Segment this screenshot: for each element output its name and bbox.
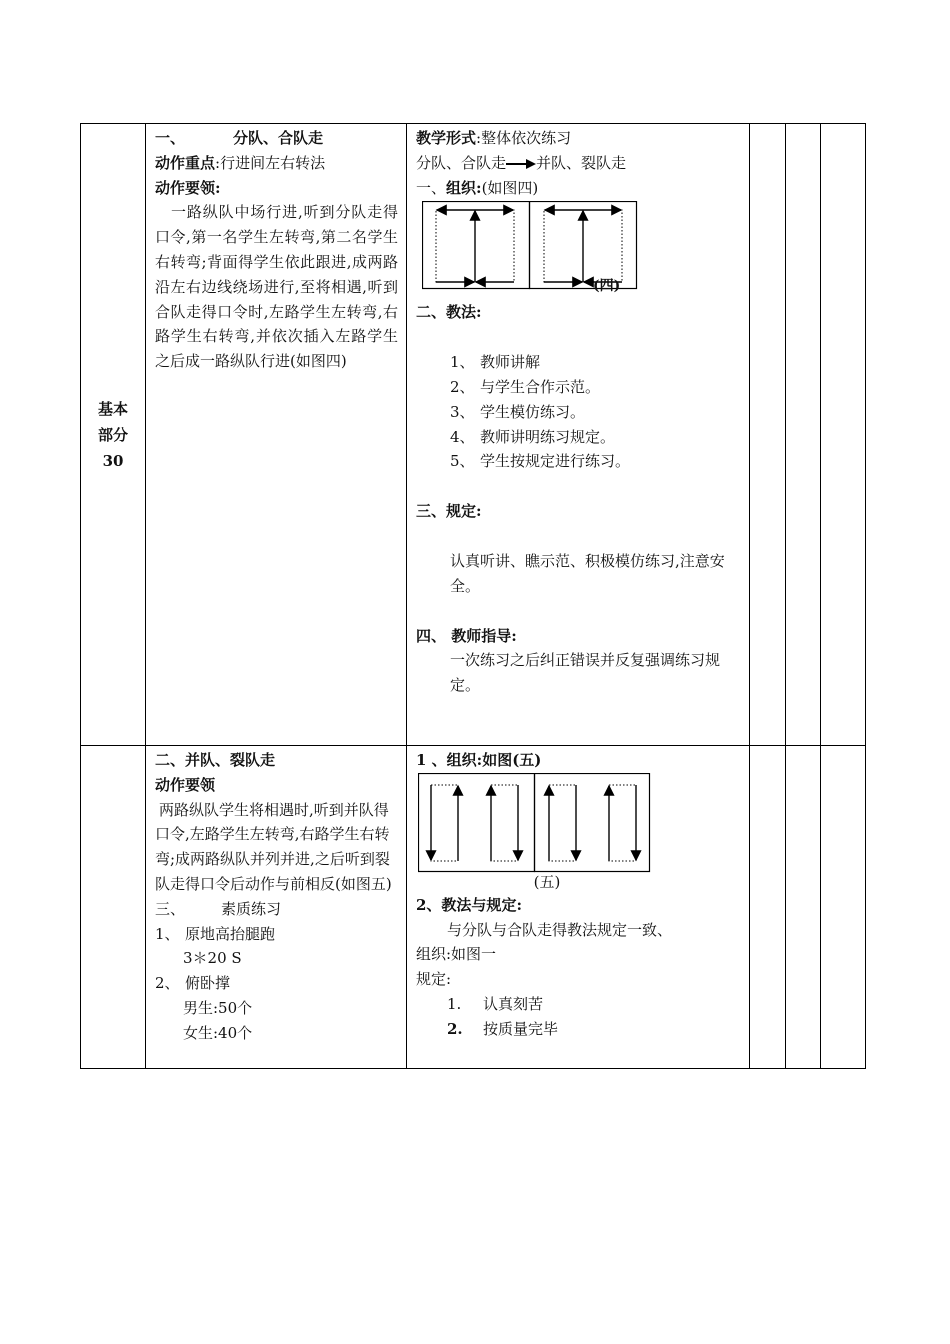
- requirement-label: 动作要领:: [155, 178, 221, 197]
- content-cell: [146, 746, 407, 1069]
- rule-text: 认真听讲、瞧示范、积极模仿练习,注意安全。: [450, 551, 725, 595]
- right-arrow-icon: [506, 158, 536, 170]
- table-row: [81, 746, 866, 1069]
- list-item: 4、 教师讲明练习规定。: [450, 427, 616, 446]
- organization-title: 1 、组织:如图(五): [416, 751, 542, 769]
- method-cell: [407, 746, 750, 1069]
- list-item-detail: 女生:40个: [183, 1023, 253, 1042]
- blank-cell: [786, 124, 821, 746]
- method-title: 2、教法与规定:: [416, 895, 522, 914]
- requirement-label: 动作要领: [155, 775, 216, 794]
- list-item-detail: 3＊20 S: [183, 949, 242, 968]
- teaching-form: 教学形式:整体依次练习: [416, 129, 572, 147]
- blank-cell: [81, 746, 146, 1069]
- list-item: 2. 按质量完毕: [447, 1019, 559, 1038]
- flow-line: 分队、合队走 并队、裂队走: [416, 153, 627, 172]
- list-item: 1、 原地高抬腿跑: [155, 924, 276, 943]
- blank-cell: [786, 746, 821, 1069]
- guide-title: 四、 教师指导:: [416, 626, 517, 645]
- list-item: 1. 认真刻苦: [447, 994, 544, 1013]
- figure-five: [416, 773, 741, 871]
- section-label-cell: [81, 124, 146, 746]
- list-item: 3、 学生模仿练习。: [450, 402, 586, 421]
- blank-cell: [750, 124, 786, 746]
- method-list: [416, 350, 741, 474]
- list-item-detail: 男生:50个: [183, 998, 253, 1017]
- guide-text: 一次练习之后纠正错误并反复强调练习规定。: [450, 651, 721, 695]
- organization-text: 组织:如图一: [416, 945, 497, 964]
- description-text: 一路纵队中场行进,听到分队走得口令,第一名学生左转弯,第二名学生右转弯;背面得学生依此跟进,成两路沿左右边线绕场进行,至将相遇,听到合队走得口令时,左路学生左转弯,右路学生右转弯,并依次插入左路学生之后成一路纵队行进(如图四): [155, 203, 398, 371]
- figure-caption: (五): [533, 872, 561, 891]
- figure-four: [416, 200, 741, 300]
- section-label-line3: 30: [102, 451, 124, 470]
- rule-title: 三、规定:: [416, 502, 482, 521]
- item-title: 二、并队、裂队走: [155, 751, 276, 769]
- table-row: [81, 124, 866, 746]
- figure-caption: (四): [593, 278, 621, 295]
- formation-diagram-five: [418, 773, 654, 873]
- organization-line: 一、组织:(如图四): [416, 178, 539, 197]
- list-item: 5、 学生按规定进行练习。: [450, 452, 631, 471]
- rule-label: 规定:: [416, 970, 452, 989]
- section-label-line1: 基本: [97, 399, 128, 418]
- list-item: 2、 与学生合作示范。: [450, 377, 601, 396]
- section-label-line2: 部分: [97, 425, 128, 444]
- method-text: 与分队与合队走得教法规定一致、: [447, 920, 673, 939]
- method-title: 二、教法:: [416, 303, 482, 322]
- list-item: 1、 教师讲解: [450, 353, 541, 372]
- item-title: 一、 分队、合队走: [155, 129, 324, 147]
- rule-list: [416, 992, 741, 1042]
- key-point: 动作重点:行进间左右转法: [155, 153, 326, 172]
- blank-cell: [750, 746, 786, 1069]
- content-cell: [146, 124, 407, 746]
- description-text: 两路纵队学生将相遇时,听到并队得口令,左路学生左转弯,右路学生右转弯;成两路纵队并列并进,之后听到裂队走得口令后动作与前相反(如图五): [155, 800, 392, 893]
- list-item: 2、 俯卧撑: [155, 974, 231, 993]
- blank-cell: [821, 124, 866, 746]
- lesson-plan-table: [80, 123, 866, 1069]
- quality-title: 三、 素质练习: [155, 899, 282, 918]
- blank-cell: [821, 746, 866, 1069]
- method-cell: [407, 124, 750, 746]
